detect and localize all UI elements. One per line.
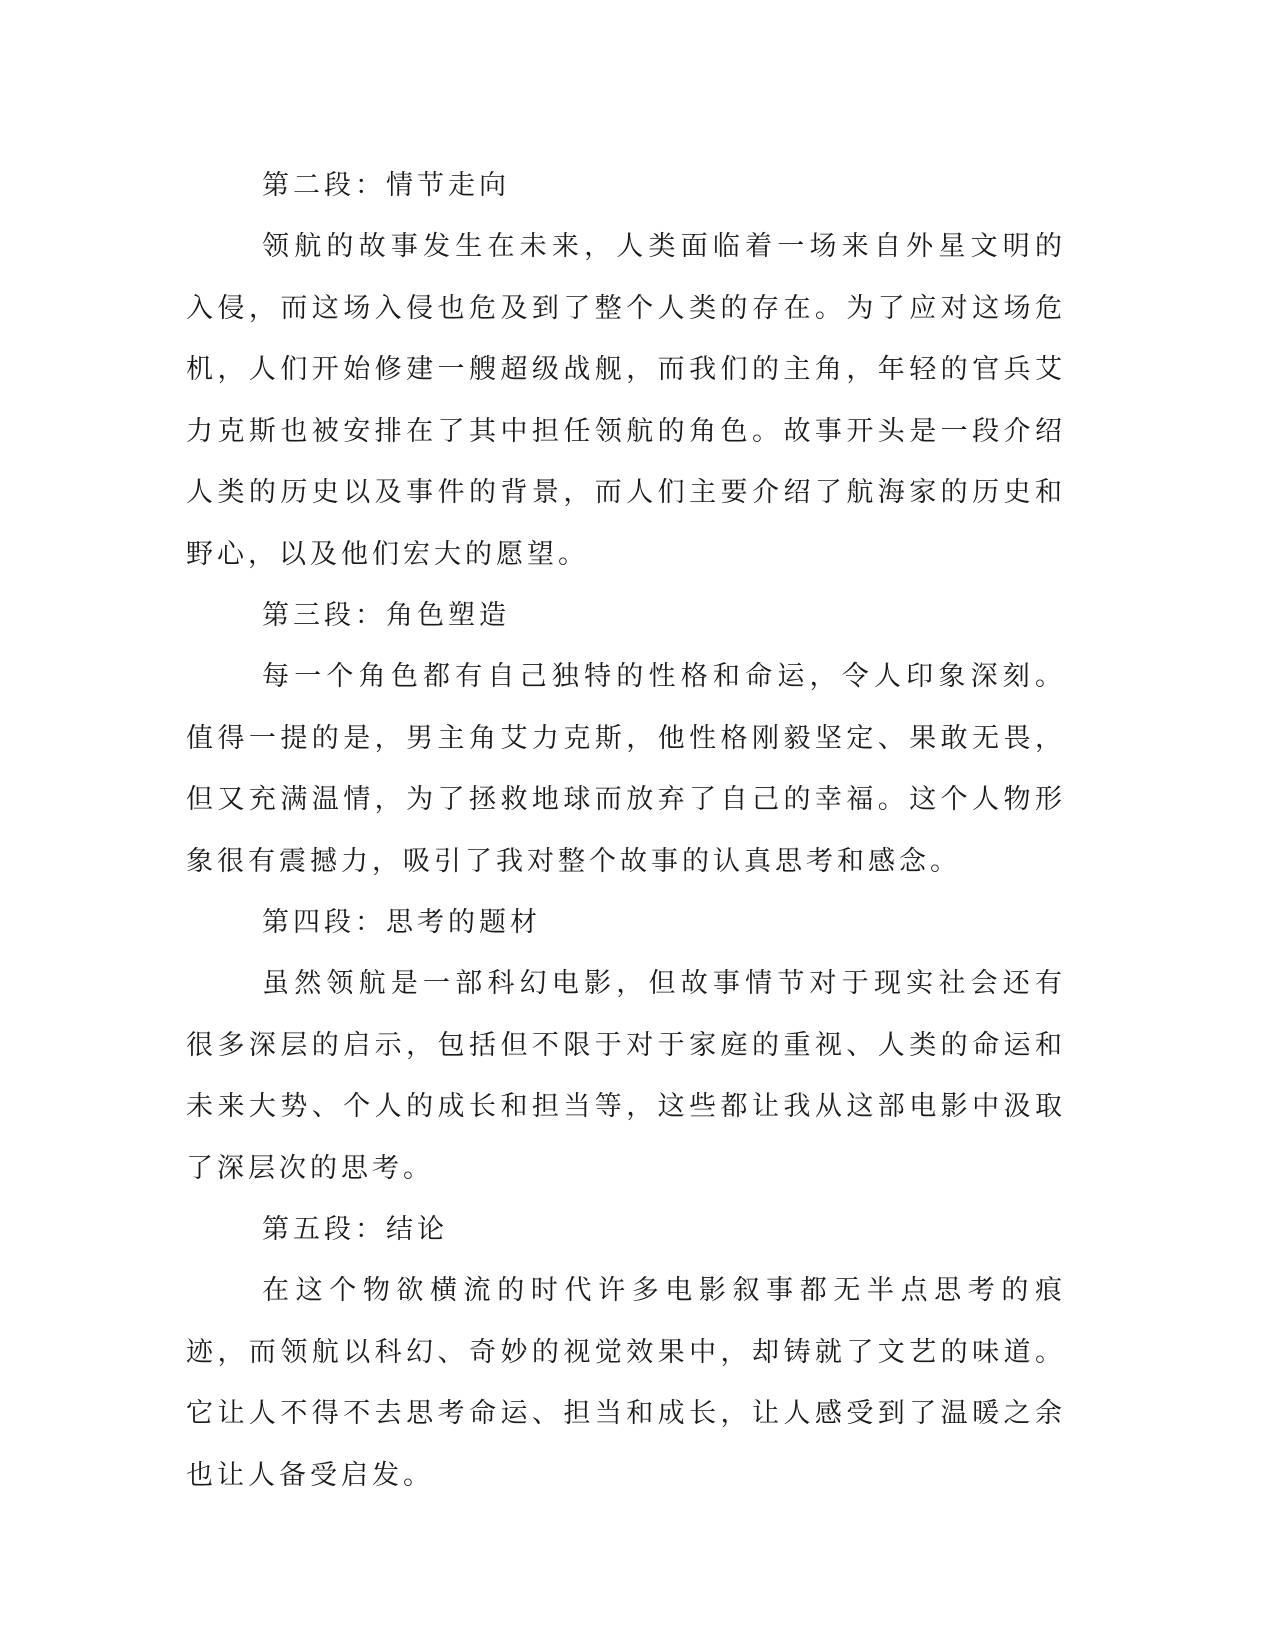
section-heading-2: 第二段：情节走向: [262, 170, 510, 201]
section-heading-3: 第三段：角色塑造: [262, 600, 510, 631]
document-body: [186, 155, 1066, 1506]
section-heading-4: 第四段：思考的题材: [262, 907, 541, 938]
section-paragraph-2: 领航的故事发生在未来，人类面临着一场来自外星文明的入侵，而这场入侵也危及到了整个人类的存在。为了应对这场危机，人们开始修建一艘超级战舰，而我们的主角，年轻的官兵艾力克斯也被安排在了其中担任领航的角色。故事开头是一段介绍人类的历史以及事件的背景，而人们主要介绍了航海家的历史和野心，以及他们宏大的愿望。: [186, 231, 1066, 570]
section-paragraph-3: 每一个角色都有自己独特的性格和命运，令人印象深刻。值得一提的是，男主角艾力克斯，他性格刚毅坚定、果敢无畏，但又充满温情，为了拯救地球而放弃了自己的幸福。这个人物形象很有震撼力，吸引了我对整个故事的认真思考和感念。: [186, 661, 1066, 877]
section-paragraph-4: 虽然领航是一部科幻电影，但故事情节对于现实社会还有很多深层的启示，包括但不限于对于家庭的重视、人类的命运和未来大势、个人的成长和担当等，这些都让我从这部电影中汲取了深层次的思考。: [186, 968, 1066, 1184]
section-paragraph-5: 在这个物欲横流的时代许多电影叙事都无半点思考的痕迹，而领航以科幻、奇妙的视觉效果中，却铸就了文艺的味道。它让人不得不去思考命运、担当和成长，让人感受到了温暖之余也让人备受启发。: [186, 1275, 1066, 1491]
section-heading-5: 第五段：结论: [262, 1214, 448, 1245]
